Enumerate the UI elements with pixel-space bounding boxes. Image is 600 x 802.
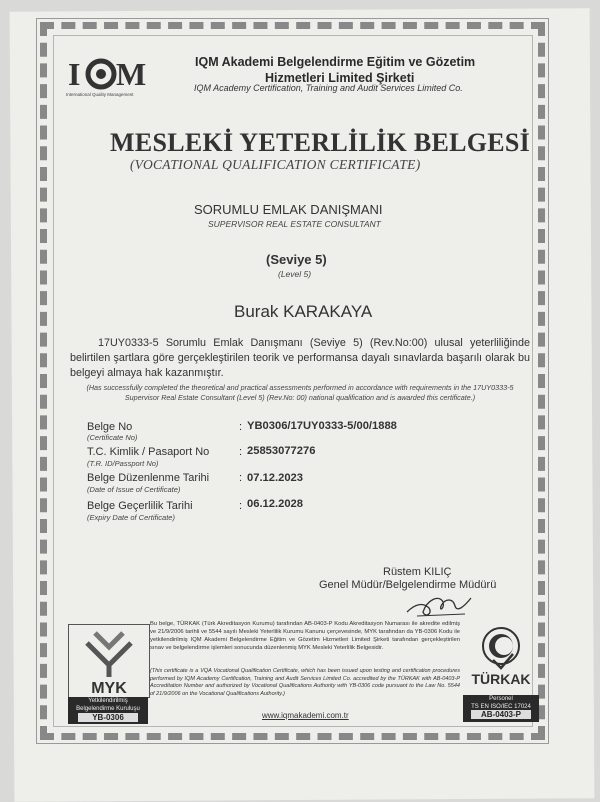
turkak-emblem-icon xyxy=(463,622,539,694)
field-label-expiry-date: Belge Geçerlilik Tarihi xyxy=(87,500,193,512)
qualification-name-en: SUPERVISOR REAL ESTATE CONSULTANT xyxy=(208,219,381,229)
myk-logo-box xyxy=(68,624,150,698)
accreditation-note: Bu belge, TÜRKAK (Türk Akreditasyon Kurumu) tarafından AB-0403-P Kodu Akreditasyon Numarası ile akredite edilmiş ve 21/9/2006 tarihli ve 5544 sayılı Mesleki Yeterlilik Kurumu Kanunu çerçevesinde, MYK tarafından da YB-0306 Kodu ile yetkilendirilmiş IQM Akademi Belgelendirme Eğitim ve Gözetim Hizmetleri Limited Şirketi tarafından gerçekleştirilen sınav ve belgelendirme işlemleri sonucunda düzenlenmiş MYK Mesleki Yeterlilik Belgesidir. xyxy=(150,621,460,651)
qualification-level-en: (Level 5) xyxy=(278,269,312,279)
field-label-certificate-no: Belge No xyxy=(87,421,133,433)
field-value-issue-date: 07.12.2023 xyxy=(247,472,303,484)
field-value-expiry-date: 06.12.2028 xyxy=(247,498,303,510)
logo-subtitle: International Quality Management xyxy=(66,92,134,97)
signatory-title: Genel Müdür/Belgelendirme Müdürü xyxy=(319,579,497,591)
turkak-text: TÜRKAK xyxy=(471,671,531,687)
turkak-code: AB-0403-P xyxy=(471,710,531,719)
certificate-statement-en: (Has successfully completed the theoretical and practical assessments performed in accordance with requirements in the 17UY0333-5 Supervisor Real Estate Consultant (Level 5) (Rev.No: 00) national qualification and is awarded this certificate.) xyxy=(86,383,514,402)
field-label-issue-date: Belge Düzenlenme Tarihi xyxy=(87,472,210,484)
certificate-statement: 17UY0333-5 Sorumlu Emlak Danışmanı (Seviye 5) (Rev.No:00) ulusal yeterliliğinde belirtilen şartlara göre gerçekleştirilen teorik ve performansa dayalı sınavlarda başarılı olarak bu belgeyi almaya hak kazanmıştır. xyxy=(70,337,530,379)
field-label-en-certificate-no: (Certificate No) xyxy=(87,433,138,442)
accreditation-note-en: (This certificate is a VQA Vocational Qualification Certificate, which has been issued upon testing and certification procedures performed by IQM Academy Certification, Training and Audit Services Limited Co. accredited by the TÜRKAK with AB-0403-P Accreditation Number and authorized by Vocational Qualifications Authority with YB-0306 code pursuant to the Law No. 5544 of 21/9/2006 on the Vocational Qualifications Authority.) xyxy=(150,668,460,697)
qualification-level: (Seviye 5) xyxy=(266,252,327,267)
myk-text: MYK xyxy=(91,680,127,697)
field-value-certificate-no: YB0306/17UY0333-5/00/1888 xyxy=(247,420,397,432)
field-label-id-no: T.C. Kimlik / Pasaport No xyxy=(87,446,210,458)
field-label-en-issue-date: (Date of Issue of Certificate) xyxy=(87,485,181,494)
svg-text:I: I xyxy=(68,56,81,92)
org-name-line2: Hizmetleri Limited Şirketi xyxy=(265,71,415,85)
signatory-name: Rüstem KILIÇ xyxy=(383,566,452,578)
field-separator: : xyxy=(239,446,243,458)
myk-emblem-icon xyxy=(69,625,149,697)
field-separator: : xyxy=(239,472,243,484)
field-separator: : xyxy=(239,500,243,512)
signature xyxy=(405,590,475,620)
myk-code: YB-0306 xyxy=(78,713,138,722)
org-name-line1: IQM Akademi Belgelendirme Eğitim ve Gözetim xyxy=(195,55,476,69)
website-link[interactable]: www.iqmakademi.com.tr xyxy=(262,711,349,720)
holder-name: Burak KARAKAYA xyxy=(234,302,373,321)
certificate-title-en: (VOCATIONAL QUALIFICATION CERTIFICATE) xyxy=(130,157,421,172)
certificate-title: MESLEKİ YETERLİLİK BELGESİ xyxy=(110,128,531,157)
field-separator: : xyxy=(239,421,243,433)
turkak-badge-line1: Personel xyxy=(489,696,513,702)
myk-badge-line2: Belgelendirme Kuruluşu xyxy=(76,706,140,712)
field-label-en-id-no: (T.R. ID/Passport No) xyxy=(87,459,159,468)
field-value-id-no: 25853077276 xyxy=(247,445,316,457)
signature-graphic xyxy=(405,590,475,620)
turkak-badge-line2: TS EN ISO/IEC 17024 xyxy=(471,704,531,710)
myk-badge-line1: Yetkilendirilmiş xyxy=(88,698,128,704)
org-name-en: IQM Academy Certification, Training and Audit Services Limited Co. xyxy=(194,83,463,93)
qualification-name: SORUMLU EMLAK DANIŞMANI xyxy=(194,202,383,217)
iqm-logo-graphic xyxy=(68,54,150,94)
svg-text:M: M xyxy=(116,56,147,92)
turkak-logo xyxy=(463,622,539,722)
myk-logo xyxy=(68,624,148,724)
field-label-en-expiry-date: (Expiry Date of Certificate) xyxy=(87,513,175,522)
